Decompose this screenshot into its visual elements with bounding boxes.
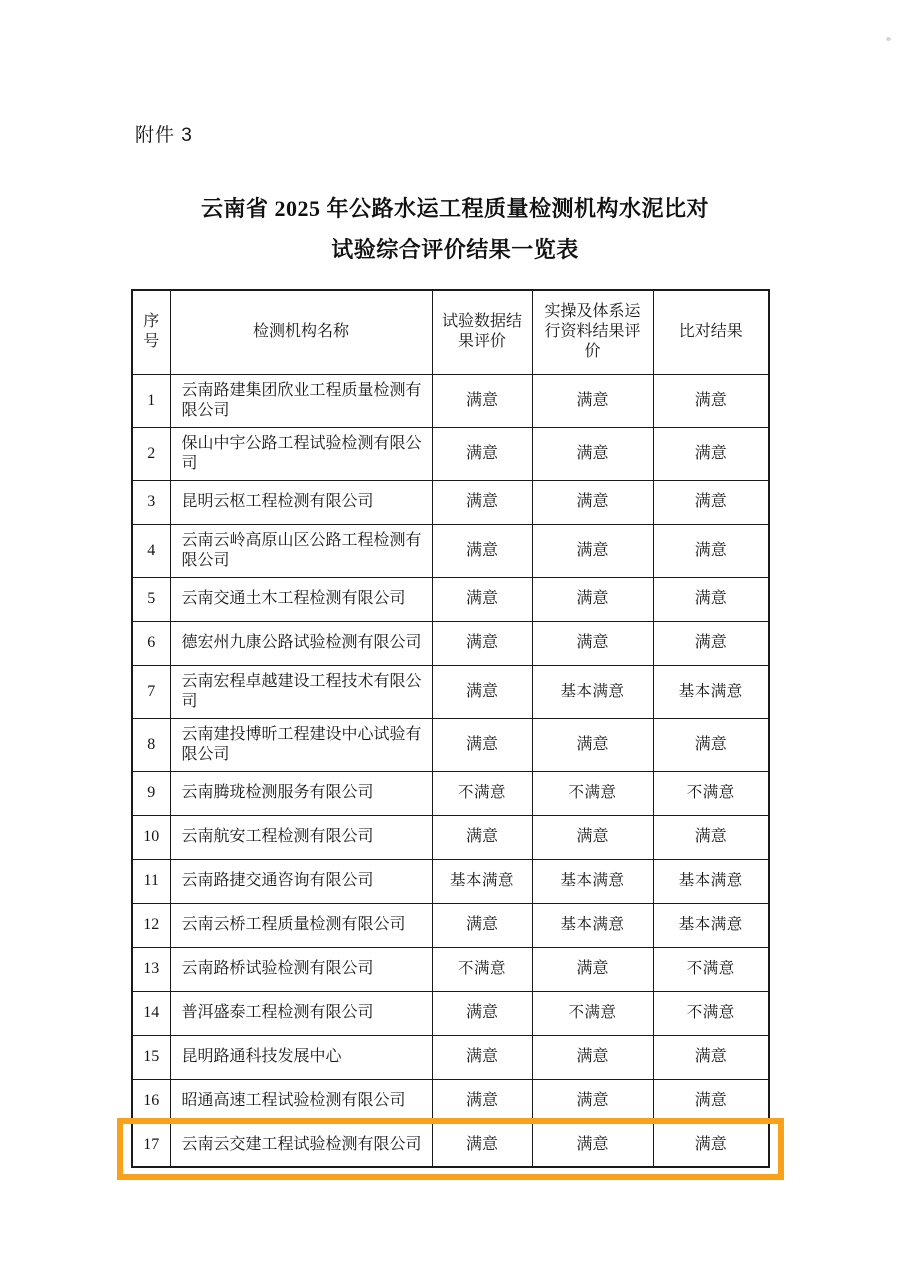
- compare-result-value: 满意: [653, 374, 769, 427]
- institution-name: 云南路建集团欣业工程质量检测有限公司: [170, 374, 432, 427]
- institution-name: 保山中宇公路工程试验检测有限公司: [170, 427, 432, 480]
- ops-eval-value: 满意: [532, 815, 653, 859]
- scan-artifact-mark: [886, 37, 891, 41]
- ops-eval-value: 基本满意: [532, 903, 653, 947]
- ops-eval-value: 满意: [532, 524, 653, 577]
- ops-eval-value: 满意: [532, 621, 653, 665]
- ops-eval-value: 满意: [532, 947, 653, 991]
- institution-name: 昭通高速工程试验检测有限公司: [170, 1079, 432, 1123]
- table-row: [132, 771, 769, 815]
- compare-result-value: 不满意: [653, 771, 769, 815]
- column-header-result: 比对结果: [653, 290, 769, 374]
- document-title: [130, 188, 780, 270]
- compare-result-value: 基本满意: [653, 665, 769, 718]
- row-serial-number: 1: [132, 374, 170, 427]
- compare-result-value: 满意: [653, 524, 769, 577]
- row-serial-number: 12: [132, 903, 170, 947]
- institution-name: 云南路桥试验检测有限公司: [170, 947, 432, 991]
- table-row: [132, 665, 769, 718]
- institution-name: 普洱盛泰工程检测有限公司: [170, 991, 432, 1035]
- ops-eval-value: 不满意: [532, 991, 653, 1035]
- data-eval-value: 满意: [432, 1079, 532, 1123]
- institution-name: 昆明云枢工程检测有限公司: [170, 480, 432, 524]
- institution-name: 云南云交建工程试验检测有限公司: [170, 1123, 432, 1167]
- data-eval-value: 满意: [432, 427, 532, 480]
- ops-eval-value: 满意: [532, 1035, 653, 1079]
- table-body: [132, 374, 769, 1167]
- row-serial-number: 8: [132, 718, 170, 771]
- table-row: [132, 1035, 769, 1079]
- row-serial-number: 11: [132, 859, 170, 903]
- row-serial-number: 10: [132, 815, 170, 859]
- institution-name: 云南腾珑检测服务有限公司: [170, 771, 432, 815]
- compare-result-value: 满意: [653, 718, 769, 771]
- data-eval-value: 基本满意: [432, 859, 532, 903]
- compare-result-value: 不满意: [653, 947, 769, 991]
- table-row: [132, 859, 769, 903]
- data-eval-value: 满意: [432, 1035, 532, 1079]
- institution-name: 云南建投博昕工程建设中心试验有限公司: [170, 718, 432, 771]
- column-header-institution: 检测机构名称: [170, 290, 432, 374]
- evaluation-table: [131, 289, 770, 1168]
- column-header-serial: 序号: [132, 290, 170, 374]
- document-title-line2: 试验综合评价结果一览表: [331, 237, 579, 262]
- row-serial-number: 9: [132, 771, 170, 815]
- table-row: [132, 947, 769, 991]
- table-row: [132, 480, 769, 524]
- table-row: [132, 1079, 769, 1123]
- table-row: [132, 577, 769, 621]
- compare-result-value: 不满意: [653, 991, 769, 1035]
- row-serial-number: 3: [132, 480, 170, 524]
- row-serial-number: 17: [132, 1123, 170, 1167]
- institution-name: 云南云岭高原山区公路工程检测有限公司: [170, 524, 432, 577]
- ops-eval-value: 不满意: [532, 771, 653, 815]
- data-eval-value: 不满意: [432, 947, 532, 991]
- table-row: [132, 718, 769, 771]
- table-row: [132, 427, 769, 480]
- institution-name: 云南航安工程检测有限公司: [170, 815, 432, 859]
- institution-name: 云南交通土木工程检测有限公司: [170, 577, 432, 621]
- table-row: [132, 991, 769, 1035]
- data-eval-value: 满意: [432, 903, 532, 947]
- data-eval-value: 满意: [432, 1123, 532, 1167]
- ops-eval-value: 基本满意: [532, 665, 653, 718]
- ops-eval-value: 满意: [532, 577, 653, 621]
- data-eval-value: 满意: [432, 374, 532, 427]
- institution-name: 云南路捷交通咨询有限公司: [170, 859, 432, 903]
- compare-result-value: 满意: [653, 577, 769, 621]
- compare-result-value: 满意: [653, 1035, 769, 1079]
- data-eval-value: 不满意: [432, 771, 532, 815]
- institution-name: 昆明路通科技发展中心: [170, 1035, 432, 1079]
- ops-eval-value: 满意: [532, 427, 653, 480]
- data-eval-value: 满意: [432, 621, 532, 665]
- attachment-label: 附件 3: [135, 125, 193, 146]
- ops-eval-value: 满意: [532, 718, 653, 771]
- data-eval-value: 满意: [432, 524, 532, 577]
- compare-result-value: 满意: [653, 480, 769, 524]
- row-serial-number: 16: [132, 1079, 170, 1123]
- row-serial-number: 4: [132, 524, 170, 577]
- compare-result-value: 基本满意: [653, 903, 769, 947]
- row-serial-number: 13: [132, 947, 170, 991]
- institution-name: 云南云桥工程质量检测有限公司: [170, 903, 432, 947]
- evaluation-table-wrap: [131, 289, 768, 1168]
- document-title-line1: 云南省 2025 年公路水运工程质量检测机构水泥比对: [200, 196, 709, 221]
- ops-eval-value: 满意: [532, 480, 653, 524]
- data-eval-value: 满意: [432, 991, 532, 1035]
- ops-eval-value: 满意: [532, 1123, 653, 1167]
- compare-result-value: 满意: [653, 427, 769, 480]
- data-eval-value: 满意: [432, 815, 532, 859]
- row-serial-number: 15: [132, 1035, 170, 1079]
- ops-eval-value: 满意: [532, 374, 653, 427]
- compare-result-value: 满意: [653, 1079, 769, 1123]
- compare-result-value: 满意: [653, 621, 769, 665]
- table-row: [132, 1123, 769, 1167]
- table-row: [132, 815, 769, 859]
- column-header-data-eval: 试验数据结果评价: [432, 290, 532, 374]
- data-eval-value: 满意: [432, 577, 532, 621]
- compare-result-value: 基本满意: [653, 859, 769, 903]
- data-eval-value: 满意: [432, 718, 532, 771]
- table-row: [132, 374, 769, 427]
- compare-result-value: 满意: [653, 1123, 769, 1167]
- ops-eval-value: 满意: [532, 1079, 653, 1123]
- table-row: [132, 621, 769, 665]
- data-eval-value: 满意: [432, 665, 532, 718]
- institution-name: 德宏州九康公路试验检测有限公司: [170, 621, 432, 665]
- column-header-ops-eval: 实操及体系运行资料结果评价: [532, 290, 653, 374]
- data-eval-value: 满意: [432, 480, 532, 524]
- row-serial-number: 5: [132, 577, 170, 621]
- table-header-row: [132, 290, 769, 374]
- row-serial-number: 2: [132, 427, 170, 480]
- ops-eval-value: 基本满意: [532, 859, 653, 903]
- table-row: [132, 903, 769, 947]
- institution-name: 云南宏程卓越建设工程技术有限公司: [170, 665, 432, 718]
- row-serial-number: 6: [132, 621, 170, 665]
- table-row: [132, 524, 769, 577]
- row-serial-number: 7: [132, 665, 170, 718]
- compare-result-value: 满意: [653, 815, 769, 859]
- row-serial-number: 14: [132, 991, 170, 1035]
